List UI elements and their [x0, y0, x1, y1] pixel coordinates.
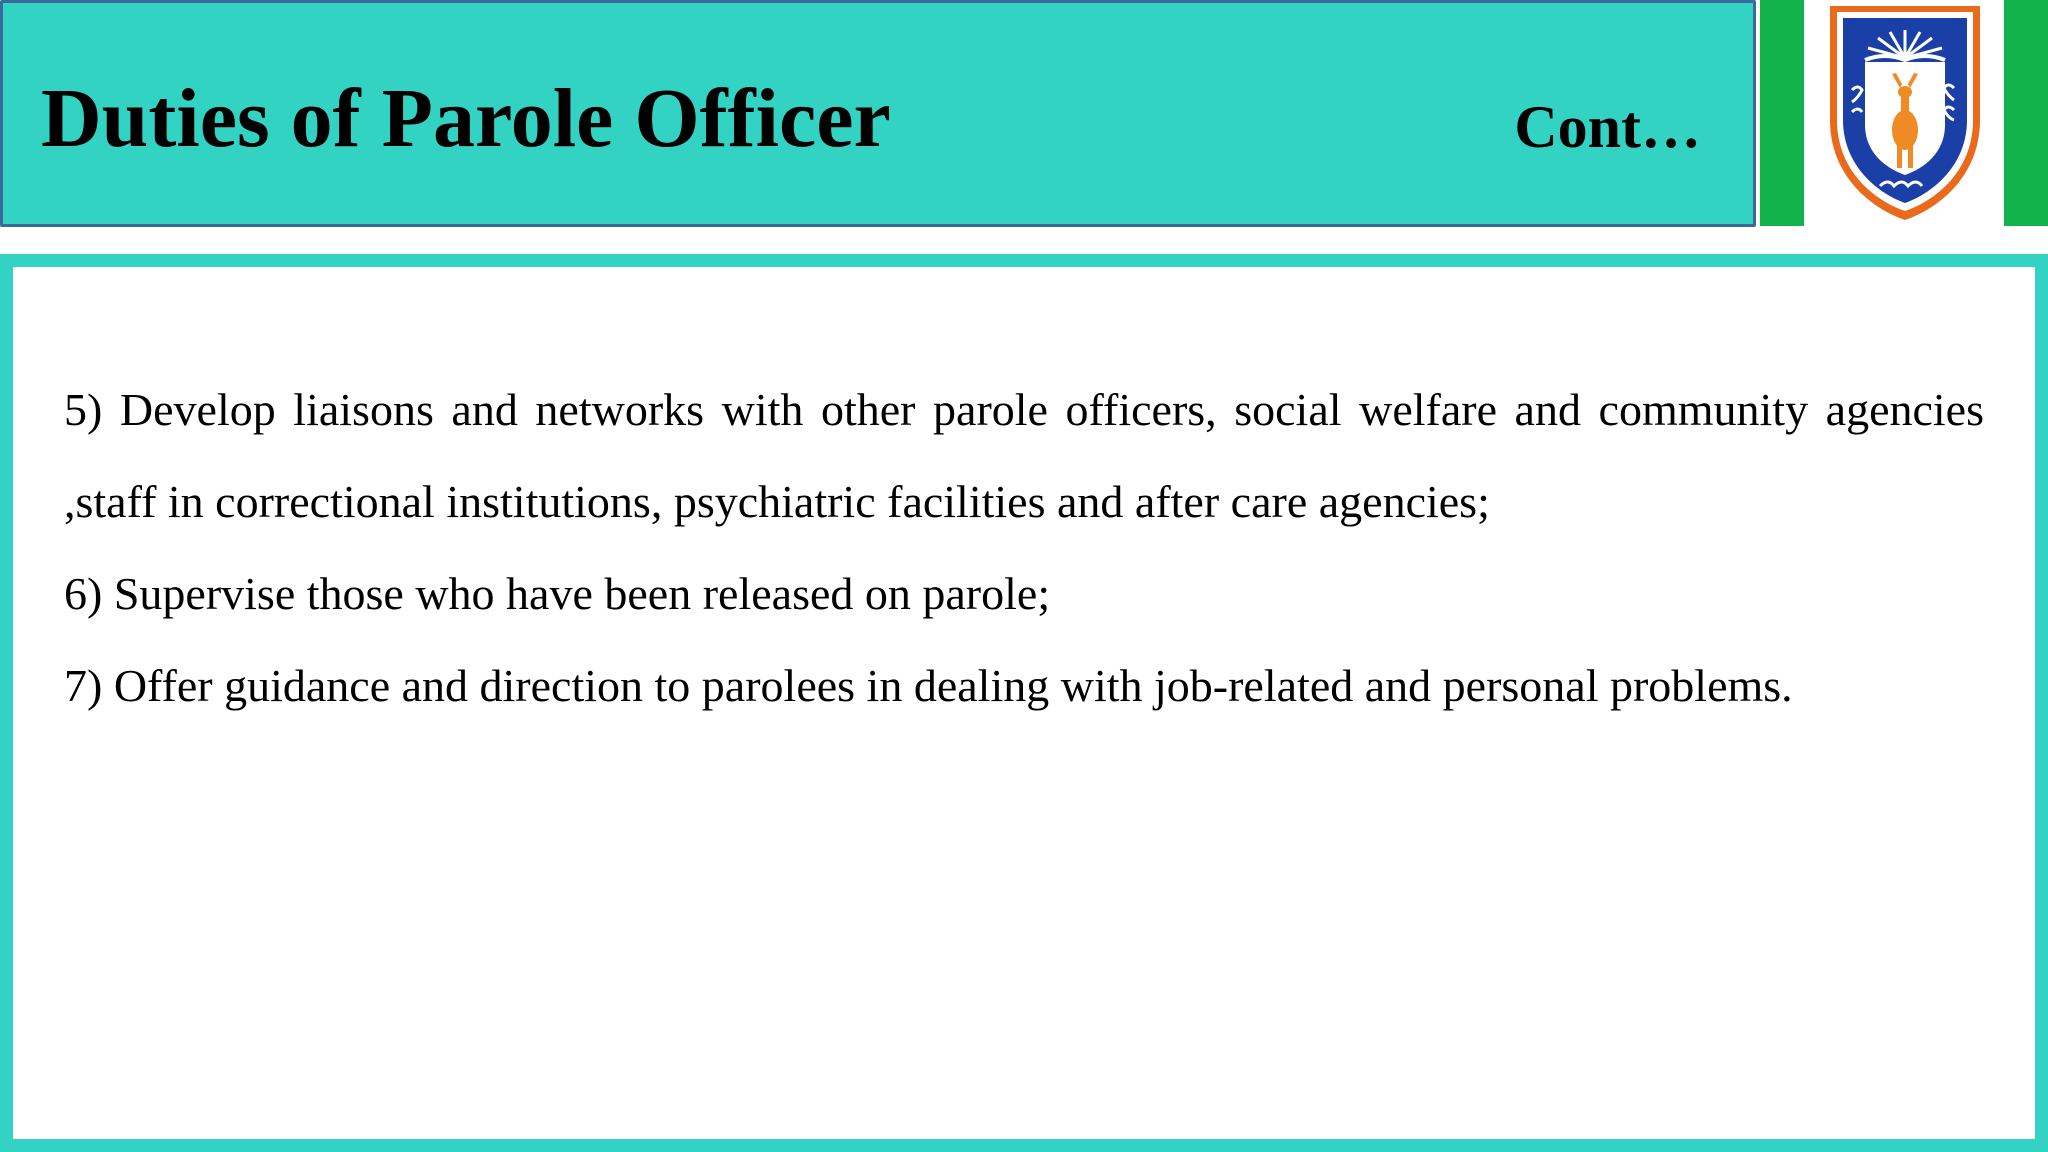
- title-bar: [0, 0, 1756, 227]
- duty-item-6: 6) Supervise those who have been released on parole;: [64, 568, 1051, 619]
- green-flag-stripe-left: [1760, 0, 1804, 226]
- slide-title: Duties of Parole Officer: [41, 72, 891, 165]
- university-crest-icon: [1820, 0, 1990, 226]
- logo-area: [1760, 0, 2048, 226]
- duty-item-7: 7) Offer guidance and direction to parolees in dealing with job-related and personal problems.: [64, 660, 1793, 711]
- continuation-label: Cont…: [1514, 94, 1701, 160]
- content-body: [64, 364, 1984, 732]
- green-flag-stripe-right: [2004, 0, 2048, 226]
- duty-item-5: 5) Develop liaisons and networks with other parole officers, social welfare and community agencies ,staff in correctional institutions, psychiatric facilities and after care agencies;: [64, 384, 1984, 527]
